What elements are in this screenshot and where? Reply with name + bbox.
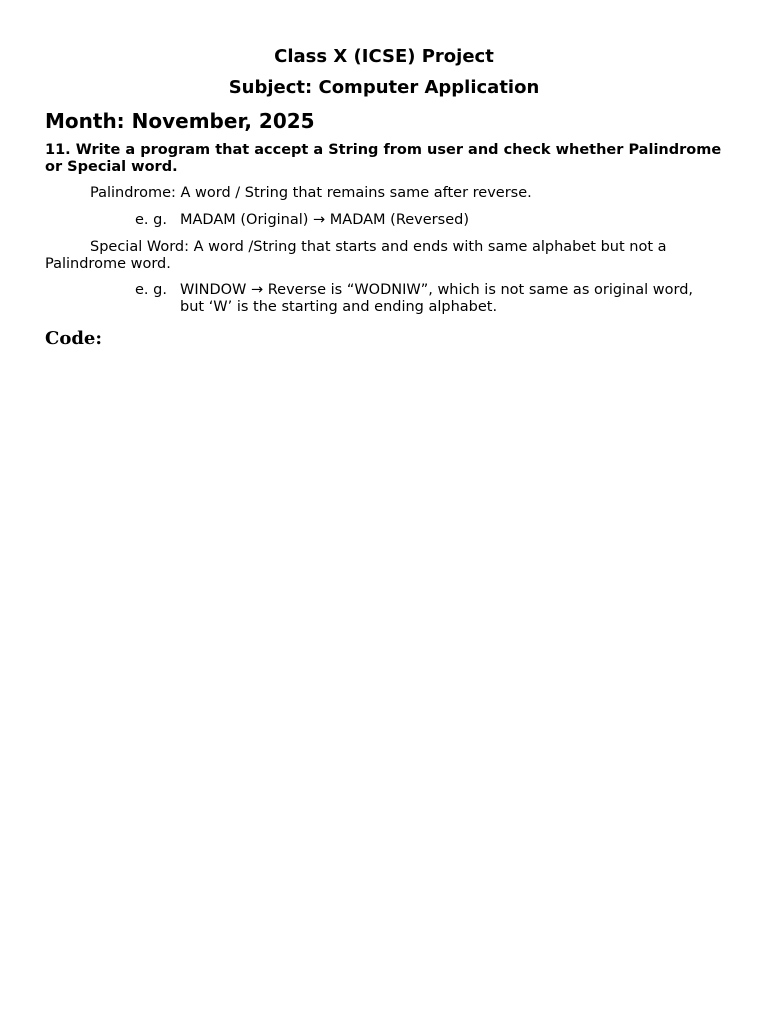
question-text: 11. Write a program that accept a String from user and check whether Palindrome or Special word. [45,142,722,175]
special-word-definition: Special Word: A word /String that starts and ends with same alphabet but not a Palindrome word. [45,239,667,272]
palindrome-example [135,212,715,229]
subject-title: Subject: Computer Application [228,77,540,98]
month-heading: Month: November, 2025 [45,109,315,133]
project-title: Class X (ICSE) Project [274,46,494,67]
palindrome-example-text: MADAM (Original) → MADAM (Reversed) [180,212,469,228]
special-word-example-text: WINDOW → Reverse is “WODNIW”, which is not same as original word, but ‘W’ is the starting and ending alphabet. [180,282,694,315]
palindrome-definition: Palindrome: A word / String that remains same after reverse. [90,185,532,201]
example-prefix: e. g. [135,282,167,298]
special-word-example [135,282,715,316]
example-prefix: e. g. [135,212,167,228]
code-heading: Code: [45,328,103,349]
